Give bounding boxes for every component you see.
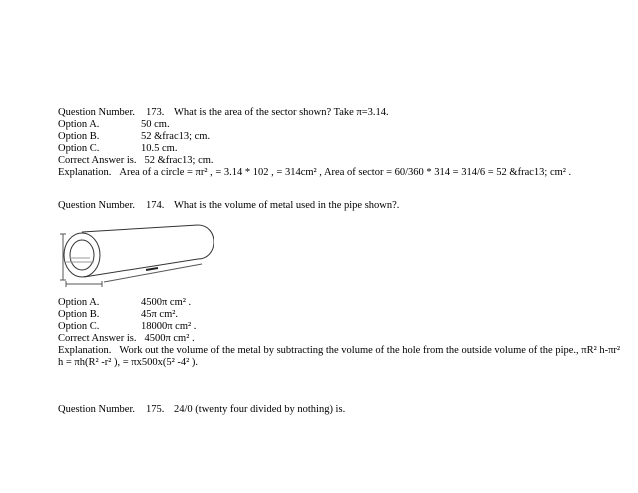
explanation-text: Area of a circle = πr² , = 3.14 * 102 , = 314cm² , Area of sector = 60/360 * 314 = 314/6 = 52 &frac13; cm² . [119,167,572,178]
question-label: Question Number. [58,200,135,211]
question-number: 174. [146,200,165,211]
answer-label: Correct Answer is. [58,333,137,344]
question-number: 173. [146,107,165,118]
option-value: 4500π cm² . [141,297,192,308]
option-value: 50 cm. [141,119,170,130]
option-value: 10.5 cm. [141,143,178,154]
question-label: Question Number. [58,107,135,118]
answer-value: 52 &frac13; cm. [144,155,214,166]
question-text: What is the area of the sector shown? Take π=3.14. [174,107,389,118]
question-173-header [58,107,389,119]
option-b [58,309,178,321]
explanation-text: Work out the volume of the metal by subtracting the volume of the hole from the outside volume of the pipe., πR² h-πr² [119,345,621,356]
option-b [58,131,210,143]
explanation-label: Explanation. [58,167,112,178]
option-value: 18000π cm² . [141,321,197,332]
question-174-header [58,200,399,212]
explanation-continued [58,357,198,369]
option-label: Option B. [58,309,100,320]
option-a [58,119,170,131]
question-text: 24/0 (twenty four divided by nothing) is. [174,404,346,415]
question-175-header [58,404,345,416]
question-text: What is the volume of metal used in the pipe shown?. [174,200,400,211]
option-label: Option C. [58,321,100,332]
explanation [58,345,620,357]
option-c [58,321,196,333]
question-label: Question Number. [58,404,135,415]
explanation-text: h = πh(R² -r² ), = πx500x(5² -4² ). [58,357,199,368]
option-label: Option A. [58,119,100,130]
option-value: 45π cm². [141,309,179,320]
option-label: Option B. [58,131,100,142]
option-a [58,297,191,309]
option-label: Option A. [58,297,100,308]
option-c [58,143,177,155]
explanation [58,167,571,179]
correct-answer [58,155,214,167]
option-value: 52 &frac13; cm. [141,131,211,142]
question-number: 175. [146,404,165,415]
pipe-drawing-icon [58,222,214,296]
correct-answer [58,333,195,345]
option-label: Option C. [58,143,100,154]
answer-value: 4500π cm² . [144,333,195,344]
explanation-label: Explanation. [58,345,112,356]
answer-label: Correct Answer is. [58,155,137,166]
